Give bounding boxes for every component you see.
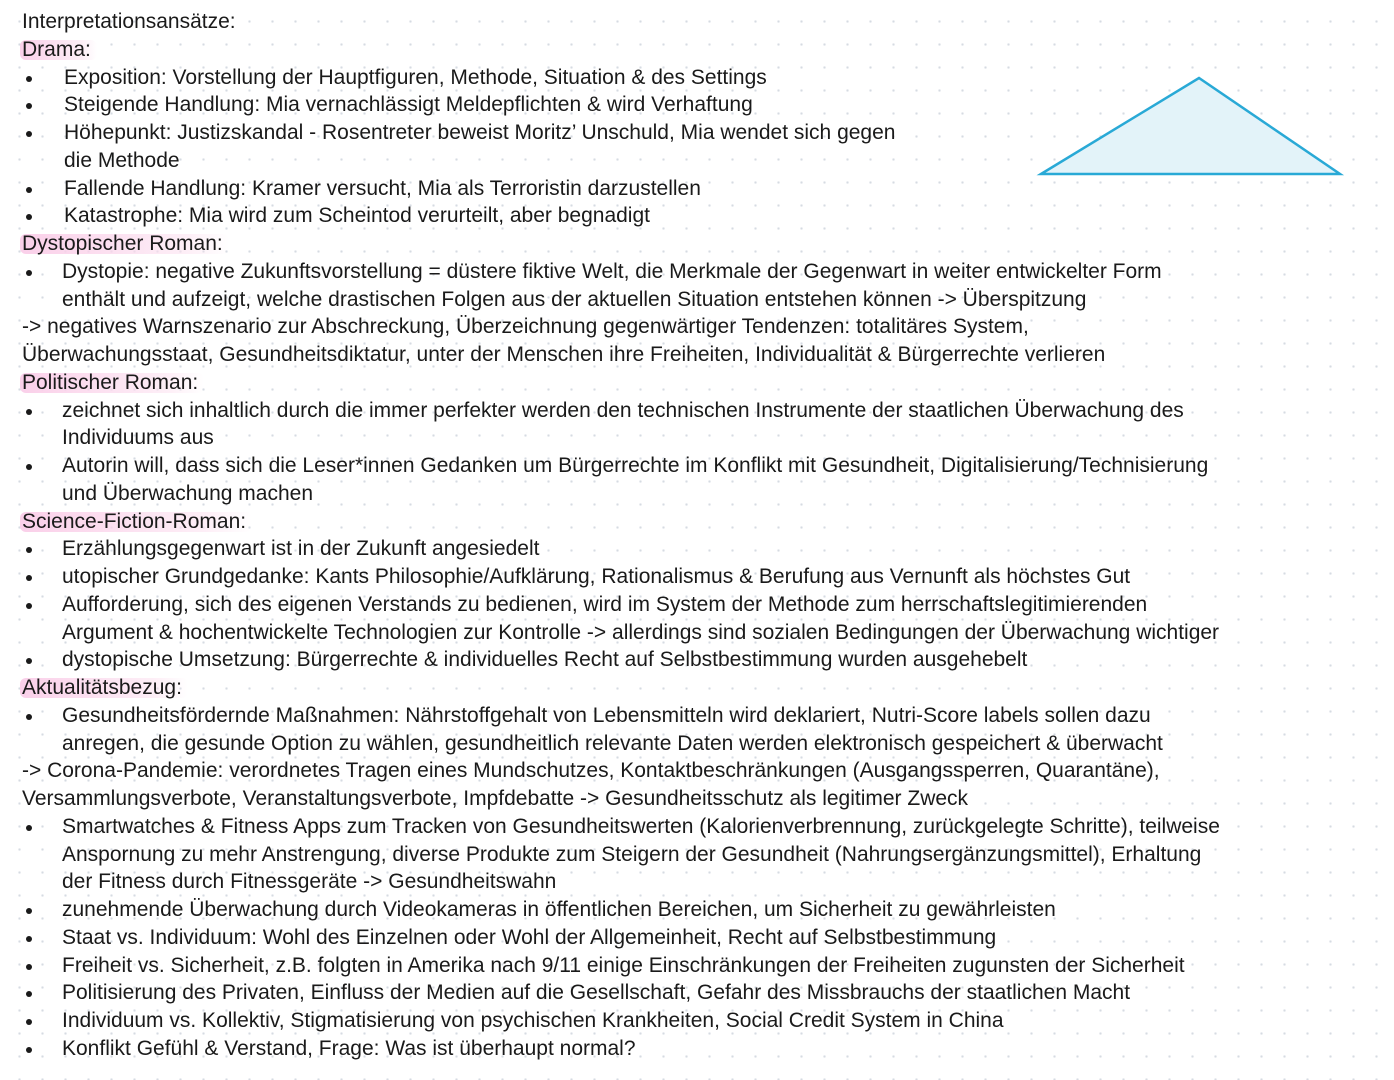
bullet-item-continuation [0,730,1394,758]
bullet-item [0,1007,1394,1035]
section-heading-text: Drama: [20,40,97,60]
line-text: utopischer Grundgedanke: Kants Philosophie/Aufklärung, Rationalismus & Berufung aus Vernunft als höchstes Gut [62,565,1131,588]
bullet-item [0,397,1394,425]
bullet-item-continuation [0,868,1394,896]
bullet-dot [26,187,32,193]
line-text: Individuums aus [62,426,214,450]
line-text: Dystopie: negative Zukunftsvorstellung = düstere fiktive Welt, die Merkmale der Gegenwart in weiter entwickelter Form [62,259,1162,283]
bullet-item [0,979,1394,1007]
section-heading-text: Dystopischer Roman: [20,234,229,254]
line-text: Aufforderung, sich des eigenen Verstands zu bedienen, wird im System der Methode zum herrschaftslegitimierenden [62,592,1148,616]
line-text: zunehmende Überwachung durch Videokameras in öffentlichen Bereichen, um Sicherheit zu gewährleisten [62,898,1056,921]
bullet-dot [26,603,32,609]
line-text: Erzählungsgegenwart ist in der Zukunft angesiedelt [62,537,540,561]
bullet-item [0,258,1394,286]
line-text: Steigende Handlung: Mia vernachlässigt Meldepflichten & wird Verhaftung [64,93,753,117]
bullet-item [0,535,1394,563]
line-text: Individuum vs. Kollektiv, Stigmatisierung von psychischen Krankheiten, Social Credit System in China [62,1009,1004,1032]
line-text: enthält und aufzeigt, welche drastischen Folgen aus der aktuellen Situation entstehen können -> Überspitzung [62,287,1087,311]
line-text: zeichnet sich inhaltlich durch die immer perfekter werden den technischen Instrumente der staatlichen Überwachung des [62,398,1184,422]
bullet-dot [26,908,32,914]
bullet-item [0,591,1394,619]
bullet-dot [26,991,32,997]
section-heading-text: Politischer Roman: [20,373,204,393]
line-text: anregen, die gesunde Option zu wählen, gesundheitlich relevante Daten werden elektronisch gespeichert & überwacht [62,731,1163,755]
line-text: dystopische Umsetzung: Bürgerrechte & individuelles Recht auf Selbstbestimmung wurden ausgehebelt [62,648,1028,672]
bullet-dot [26,76,32,82]
triangle-shape [1041,78,1340,174]
line-text: Exposition: Vorstellung der Hauptfiguren, Methode, Situation & des Settings [64,65,767,89]
line-text: Politisierung des Privaten, Einfluss der Medien auf die Gesellschaft, Gefahr des Missbrauchs der staatlichen Macht [62,981,1131,1005]
freytag-pyramid-triangle [1036,72,1346,182]
line-text: -> negatives Warnszenario zur Abschreckung, Überzeichnung gegenwärtiger Tendenzen: totalitäres System, [22,315,1029,339]
bullet-dot [26,964,32,970]
bullet-item-continuation [0,286,1394,314]
bullet-item-continuation [0,424,1394,452]
line-text: Höhepunkt: Justizskandal - Rosentreter beweist Moritz’ Unschuld, Mia wendet sich gegen [64,121,896,144]
bullet-dot [26,658,32,664]
bullet-dot [26,270,32,276]
bullet-item-continuation [0,619,1394,647]
line-text: Argument & hochentwickelte Technologien zur Kontrolle -> allerdings sind sozialen Bedingungen der Überwachung wichtiger [62,620,1220,644]
bullet-item [0,702,1394,730]
bullet-dot [26,575,32,581]
bullet-dot [26,1047,32,1053]
bullet-item-continuation [0,480,1394,508]
line-text: Konflikt Gefühl & Verstand, Frage: Was ist überhaupt normal? [62,1036,636,1060]
paragraph-line [0,313,1394,341]
bullet-dot [26,714,32,720]
section-heading [0,369,1394,397]
line-text: Staat vs. Individuum: Wohl des Einzelnen oder Wohl der Allgemeinheit, Recht auf Selbstbestimmung [62,925,997,949]
page-title: Interpretationsansätze: [22,10,236,33]
line-text: die Methode [64,148,180,172]
line-text: -> Corona-Pandemie: verordnetes Tragen eines Mundschutzes, Kontaktbeschränkungen (Ausgangssperren, Quarantäne), [22,759,1160,783]
bullet-dot [26,1019,32,1025]
line-text: Versammlungsverbote, Veranstaltungsverbote, Impfdebatte -> Gesundheitsschutz als legitimer Zweck [22,787,969,810]
paragraph-line [0,757,1394,785]
line-text: Smartwatches & Fitness Apps zum Tracken von Gesundheitswerten (Kalorienverbrennung, zurückgelegte Schritte), teilweise [62,814,1220,838]
line-text: Freiheit vs. Sicherheit, z.B. folgten in Amerika nach 9/11 einige Einschränkungen der Freiheiten zugunsten der Sicherheit [62,953,1185,977]
section-heading [0,508,1394,536]
paragraph-line [0,785,1394,813]
bullet-dot [26,409,32,415]
line-text: Katastrophe: Mia wird zum Scheintod verurteilt, aber begnadigt [64,204,650,228]
bullet-item [0,1035,1394,1063]
line-text: Autorin will, dass sich die Leser*innen Gedanken um Bürgerrechte im Konflikt mit Gesundheit, Digitalisierung/Technisierung [62,454,1209,477]
line-text: Überwachungsstaat, Gesundheitsdiktatur, unter der Menschen ihre Freiheiten, Individualität & Bürgerrechte verlieren [22,343,1106,366]
bullet-item [0,896,1394,924]
bullet-item-continuation [0,841,1394,869]
bullet-dot [26,825,32,831]
bullet-item [0,646,1394,674]
line-text: der Fitness durch Fitnessgeräte -> Gesundheitswahn [62,870,557,894]
bullet-item [0,813,1394,841]
line-text: Anspornung zu mehr Anstrengung, diverse Produkte zum Steigern der Gesundheit (Nahrungsergänzungsmittel), Erhaltung [62,842,1202,866]
bullet-item [0,952,1394,980]
bullet-dot [26,547,32,553]
bullet-dot [26,214,32,220]
section-heading [0,36,1394,64]
bullet-dot [26,464,32,470]
section-heading-text: Aktualitätsbezug: [20,678,188,698]
paragraph-line [0,341,1394,369]
bullet-item [0,202,1394,230]
section-heading [0,674,1394,702]
bullet-item [0,563,1394,591]
bullet-dot [26,936,32,942]
line-text: und Überwachung machen [62,481,313,505]
bullet-item [0,452,1394,480]
bullet-item [0,924,1394,952]
section-heading-text: Science-Fiction-Roman: [20,512,252,532]
line-text: Gesundheitsfördernde Maßnahmen: Nährstoffgehalt von Lebensmitteln wird deklariert, Nutri-Score labels sollen dazu [62,703,1151,727]
bullet-dot [26,103,32,109]
line-text: Fallende Handlung: Kramer versucht, Mia als Terroristin darzustellen [64,176,701,200]
bullet-dot [26,131,32,137]
section-heading [0,230,1394,258]
